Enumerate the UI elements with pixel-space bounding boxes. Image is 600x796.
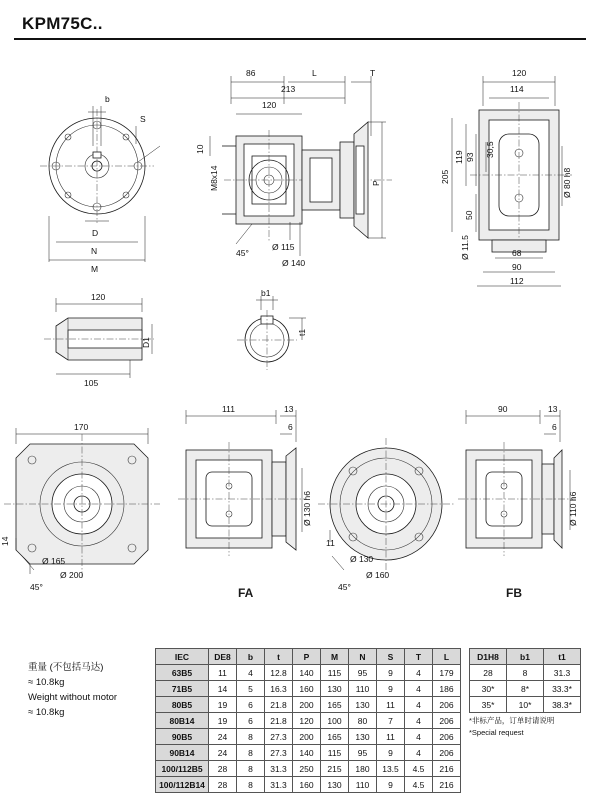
cell: 24 xyxy=(209,745,237,761)
svg-text:Ø 165: Ø 165 xyxy=(42,556,66,566)
cell: 28 xyxy=(209,777,237,793)
weight-note xyxy=(28,660,117,720)
svg-text:90: 90 xyxy=(512,262,522,272)
table-row xyxy=(156,665,461,681)
svg-text:Ø 160: Ø 160 xyxy=(366,570,390,580)
row-label: 100/112B14 xyxy=(156,777,209,793)
cell: 4 xyxy=(237,665,265,681)
side-table-row xyxy=(470,681,581,697)
cell: 100 xyxy=(321,713,349,729)
svg-text:N: N xyxy=(91,246,98,256)
svg-text:L: L xyxy=(312,68,317,78)
svg-text:Ø 80 h8: Ø 80 h8 xyxy=(562,167,572,198)
cell: 130 xyxy=(321,777,349,793)
svg-text:b1: b1 xyxy=(261,288,271,298)
table-row xyxy=(156,681,461,697)
svg-text:P: P xyxy=(371,180,381,186)
side-cell: 28 xyxy=(470,665,507,681)
cell: 115 xyxy=(321,745,349,761)
view-right-side xyxy=(440,68,572,286)
col-header-t: t xyxy=(265,649,293,665)
svg-text:14: 14 xyxy=(0,536,10,546)
cell: 110 xyxy=(349,681,377,697)
svg-text:M8x14: M8x14 xyxy=(209,165,219,191)
special-request-line2: *Special request xyxy=(469,728,524,737)
cell: 21.8 xyxy=(265,713,293,729)
svg-text:93: 93 xyxy=(465,152,475,162)
cell: 110 xyxy=(349,777,377,793)
side-table-row xyxy=(470,665,581,681)
cell: 12.8 xyxy=(265,665,293,681)
cell: 206 xyxy=(433,729,461,745)
side-cell: 33.3* xyxy=(544,681,581,697)
svg-text:112: 112 xyxy=(510,276,524,286)
svg-text:68: 68 xyxy=(512,248,522,258)
cell: 206 xyxy=(433,697,461,713)
side-cell: 30* xyxy=(470,681,507,697)
side-col-header-t1: t1 xyxy=(544,649,581,665)
svg-text:120: 120 xyxy=(91,292,106,302)
side-col-header-b1: b1 xyxy=(507,649,544,665)
cell: 140 xyxy=(293,665,321,681)
cell: 216 xyxy=(433,761,461,777)
col-header-b: b xyxy=(237,649,265,665)
view-main-section xyxy=(195,68,392,268)
row-label: 100/112B5 xyxy=(156,761,209,777)
svg-text:6: 6 xyxy=(552,422,557,432)
cell: 8 xyxy=(237,745,265,761)
cell: 160 xyxy=(293,777,321,793)
col-header-p: P xyxy=(293,649,321,665)
svg-text:Ø 130 h6: Ø 130 h6 xyxy=(302,491,312,526)
cell: 11 xyxy=(209,665,237,681)
cell: 200 xyxy=(293,729,321,745)
cell: 8 xyxy=(237,777,265,793)
row-label: 80B14 xyxy=(156,713,209,729)
weight-note-line3: Weight without motor xyxy=(28,692,118,703)
cell: 19 xyxy=(209,697,237,713)
cell: 4 xyxy=(405,697,433,713)
special-request-note xyxy=(469,715,554,739)
cell: 21.8 xyxy=(265,697,293,713)
cell: 120 xyxy=(293,713,321,729)
cell: 95 xyxy=(349,665,377,681)
svg-text:13: 13 xyxy=(548,404,558,414)
cell: 180 xyxy=(349,761,377,777)
col-header-de8: DE8 xyxy=(209,649,237,665)
cell: 4 xyxy=(405,665,433,681)
cell: 14 xyxy=(209,681,237,697)
cell: 215 xyxy=(321,761,349,777)
cell: 130 xyxy=(349,697,377,713)
view-key-section xyxy=(237,288,307,370)
cell: 115 xyxy=(321,665,349,681)
svg-text:10: 10 xyxy=(195,144,205,154)
view-fb-front xyxy=(318,438,454,592)
cell: 19 xyxy=(209,713,237,729)
cell: 6 xyxy=(237,713,265,729)
cell: 31.3 xyxy=(265,777,293,793)
cell: 9 xyxy=(377,777,405,793)
cell: 11 xyxy=(377,729,405,745)
svg-text:Ø 11.5: Ø 11.5 xyxy=(460,235,470,260)
col-header-s: S xyxy=(377,649,405,665)
cell: 9 xyxy=(377,745,405,761)
svg-text:45°: 45° xyxy=(236,248,249,258)
view-fb-side xyxy=(458,404,578,556)
view-shaft xyxy=(44,292,154,388)
side-cell: 8 xyxy=(507,665,544,681)
cell: 28 xyxy=(209,761,237,777)
specifications-table xyxy=(155,648,461,793)
svg-text:45°: 45° xyxy=(338,582,351,592)
special-request-line1: *非标产品，订单时请说明 xyxy=(469,716,555,725)
cell: 165 xyxy=(321,697,349,713)
col-header-t: T xyxy=(405,649,433,665)
side-cell: 35* xyxy=(470,697,507,713)
title-divider xyxy=(14,38,586,40)
svg-text:50: 50 xyxy=(464,210,474,220)
cell: 160 xyxy=(293,681,321,697)
col-header-m: M xyxy=(321,649,349,665)
svg-text:Ø 140: Ø 140 xyxy=(282,258,306,268)
cell: 206 xyxy=(433,745,461,761)
cell: 4 xyxy=(405,729,433,745)
svg-text:S: S xyxy=(140,114,146,124)
cell: 5 xyxy=(237,681,265,697)
svg-text:111: 111 xyxy=(222,404,235,414)
middle-views-svg xyxy=(0,288,600,398)
svg-text:45°: 45° xyxy=(30,582,43,592)
col-header-iec: IEC xyxy=(156,649,209,665)
svg-text:13: 13 xyxy=(284,404,294,414)
table-row xyxy=(156,729,461,745)
side-table-header-row xyxy=(470,649,581,665)
view-fa-front xyxy=(0,422,160,592)
svg-text:11: 11 xyxy=(326,538,335,548)
side-cell: 31.3 xyxy=(544,665,581,681)
side-col-header-d1h8: D1H8 xyxy=(470,649,507,665)
side-cell: 10* xyxy=(507,697,544,713)
svg-text:86: 86 xyxy=(246,68,256,78)
side-cell: 8* xyxy=(507,681,544,697)
table-header-row xyxy=(156,649,461,665)
weight-note-line1: 重量 (不包括马达) xyxy=(28,662,104,673)
cell: 165 xyxy=(321,729,349,745)
cell: 4 xyxy=(405,745,433,761)
cell: 27.3 xyxy=(265,745,293,761)
cell: 216 xyxy=(433,777,461,793)
table-row xyxy=(156,777,461,793)
cell: 8 xyxy=(237,729,265,745)
svg-text:120: 120 xyxy=(262,100,277,110)
svg-text:6: 6 xyxy=(288,422,293,432)
cell: 130 xyxy=(321,681,349,697)
svg-text:Ø 110 h6: Ø 110 h6 xyxy=(568,491,578,526)
cell: 4 xyxy=(405,713,433,729)
row-label: 63B5 xyxy=(156,665,209,681)
shaft-variants-table xyxy=(469,648,581,713)
cell: 13.5 xyxy=(377,761,405,777)
label-fb: FB xyxy=(506,586,522,600)
svg-text:120: 120 xyxy=(512,68,527,78)
cell: 8 xyxy=(237,761,265,777)
row-label: 71B5 xyxy=(156,681,209,697)
table-row xyxy=(156,761,461,777)
svg-text:b: b xyxy=(105,94,110,104)
svg-text:114: 114 xyxy=(510,84,524,94)
table-row xyxy=(156,713,461,729)
cell: 130 xyxy=(349,729,377,745)
view-fa-side xyxy=(178,404,312,556)
svg-text:D1: D1 xyxy=(141,337,151,348)
cell: 7 xyxy=(377,713,405,729)
cell: 206 xyxy=(433,713,461,729)
weight-note-line4: ≈ 10.8kg xyxy=(28,707,65,718)
svg-text:t1: t1 xyxy=(297,328,307,336)
table-row xyxy=(156,697,461,713)
cell: 6 xyxy=(237,697,265,713)
svg-text:Ø 130: Ø 130 xyxy=(350,554,374,564)
cell: 250 xyxy=(293,761,321,777)
cell: 24 xyxy=(209,729,237,745)
table-row xyxy=(156,745,461,761)
cell: 31.3 xyxy=(265,761,293,777)
svg-text:D: D xyxy=(92,228,99,238)
col-header-l: L xyxy=(433,649,461,665)
view-front-flange xyxy=(40,94,160,274)
row-label: 90B14 xyxy=(156,745,209,761)
svg-text:205: 205 xyxy=(440,169,450,184)
svg-text:Ø 115: Ø 115 xyxy=(272,242,295,252)
svg-text:105: 105 xyxy=(84,378,99,388)
cell: 4.5 xyxy=(405,761,433,777)
cell: 80 xyxy=(349,713,377,729)
cell: 4 xyxy=(405,681,433,697)
cell: 179 xyxy=(433,665,461,681)
side-cell: 38.3* xyxy=(544,697,581,713)
side-table-body xyxy=(470,665,581,713)
page-title: KPM75C.. xyxy=(22,14,103,33)
svg-text:T: T xyxy=(370,68,376,78)
svg-text:M: M xyxy=(91,264,99,274)
row-label: 80B5 xyxy=(156,697,209,713)
cell: 95 xyxy=(349,745,377,761)
cell: 27.3 xyxy=(265,729,293,745)
cell: 16.3 xyxy=(265,681,293,697)
cell: 186 xyxy=(433,681,461,697)
side-table-row xyxy=(470,697,581,713)
svg-text:119: 119 xyxy=(454,150,464,164)
cell: 11 xyxy=(377,697,405,713)
cell: 200 xyxy=(293,697,321,713)
svg-text:90: 90 xyxy=(498,404,508,414)
table-body xyxy=(156,665,461,793)
cell: 140 xyxy=(293,745,321,761)
cell: 4.5 xyxy=(405,777,433,793)
svg-text:Ø 200: Ø 200 xyxy=(60,570,84,580)
col-header-n: N xyxy=(349,649,377,665)
svg-text:170: 170 xyxy=(74,422,89,432)
svg-text:30,5: 30,5 xyxy=(485,141,495,158)
flange-views-svg xyxy=(0,398,600,598)
cell: 9 xyxy=(377,665,405,681)
label-fa: FA xyxy=(238,586,254,600)
cell: 9 xyxy=(377,681,405,697)
row-label: 90B5 xyxy=(156,729,209,745)
svg-text:213: 213 xyxy=(281,84,296,94)
weight-note-line2: ≈ 10.8kg xyxy=(28,677,65,688)
